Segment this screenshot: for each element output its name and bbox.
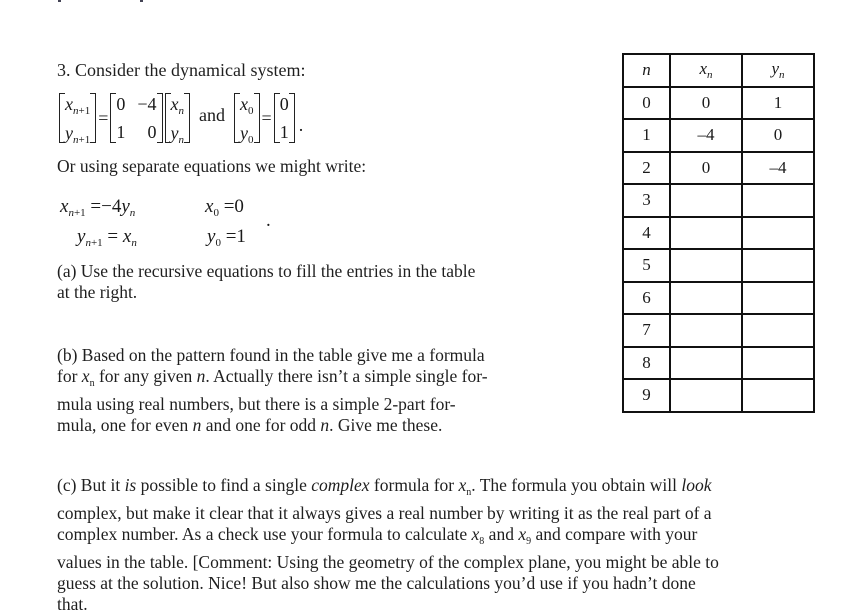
matrix-a11: 0 (116, 94, 126, 114)
cell-n: 7 (623, 314, 670, 347)
header-n: n (623, 54, 670, 87)
initial-x0: 0 (279, 94, 289, 114)
cell-x[interactable] (670, 217, 742, 250)
table-row (623, 217, 814, 250)
crop-artifact-mark (140, 0, 143, 2)
period: . (298, 114, 304, 135)
table-row (623, 282, 814, 315)
equals-sign: = (261, 107, 272, 128)
matrix-a21: 1 (116, 122, 126, 142)
table-row (623, 249, 814, 282)
equation-y-recurrence: $y_{n+1} = x_n$ (77, 226, 137, 249)
problem-title: 3. Consider the dynamical system: (57, 60, 306, 80)
cell-y[interactable]: 1 (742, 87, 814, 120)
cell-x[interactable]: 0 (670, 87, 742, 120)
header-xn: $x_n$ (670, 54, 742, 87)
part-c-text: (c) But it is possible to find a single complex formula for $x_n$. The formula you obtain will look complex, but make it clear that it always gives a real number by writing it as the real part of a complex number. As a check use your formula to calculate $x_8$ and $x_9$ and compare with your values in the table. [Comment: Using the geometry of the complex plane, you might be able to guess at the solution. Nice! But also show me the calculations you’d use if you hadn’t done that. (57, 475, 719, 614)
table-row (623, 87, 814, 120)
initial-values-vector (274, 93, 295, 143)
cell-y[interactable] (742, 282, 814, 315)
values-table (622, 53, 815, 413)
cell-x[interactable] (670, 379, 742, 412)
period: . (266, 210, 271, 231)
initial-x0-equation: $x_0 =0$ (205, 196, 244, 219)
cell-n: 4 (623, 217, 670, 250)
cell-y[interactable]: –4 (742, 152, 814, 185)
equals-sign: = (98, 107, 109, 128)
cell-y[interactable] (742, 379, 814, 412)
part-b-text: (b) Based on the pattern found in the table give me a formula for $x_n$ for any given n. Actually there isn’t a simple single for- mula using real numbers, but there is a simple 2-part for- mula, one for even n and one for odd n. Give me these. (57, 345, 488, 435)
cell-y[interactable] (742, 184, 814, 217)
cell-x[interactable] (670, 184, 742, 217)
lhs-vector: $x_{n+1}$ $y_{n+1}$ (59, 93, 96, 143)
matrix-equation (58, 90, 303, 146)
cell-y[interactable] (742, 217, 814, 250)
cell-x[interactable]: 0 (670, 152, 742, 185)
cell-y[interactable] (742, 249, 814, 282)
separate-equations-intro: Or using separate equations we might write: (57, 156, 367, 176)
cell-x[interactable] (670, 314, 742, 347)
cell-x[interactable] (670, 282, 742, 315)
cell-n: 5 (623, 249, 670, 282)
table-row (623, 379, 814, 412)
coefficient-matrix (110, 93, 162, 143)
cell-x[interactable] (670, 347, 742, 380)
matrix-a22: 0 (147, 122, 157, 142)
cell-n: 2 (623, 152, 670, 185)
equation-x-recurrence: $x_{n+1} =-4y_n$ (60, 196, 136, 219)
table-row (623, 314, 814, 347)
initial-y0: 1 (279, 122, 289, 142)
table-row (623, 152, 814, 185)
cell-y[interactable] (742, 347, 814, 380)
cell-n: 0 (623, 87, 670, 120)
cell-n: 9 (623, 379, 670, 412)
table-row (623, 184, 814, 217)
cell-x[interactable]: –4 (670, 119, 742, 152)
state-vector: $x_n$ $y_n$ (165, 93, 191, 143)
cell-n: 1 (623, 119, 670, 152)
and-connector: and (199, 104, 226, 125)
initial-vector: $x_0$ $y_0$ (234, 93, 260, 143)
part-a-text: (a) Use the recursive equations to fill the entries in the table at the right. (57, 261, 476, 302)
header-yn: $y_n$ (742, 54, 814, 87)
cell-n: 3 (623, 184, 670, 217)
table-row (623, 347, 814, 380)
table-row (623, 119, 814, 152)
cell-y[interactable]: 0 (742, 119, 814, 152)
cell-x[interactable] (670, 249, 742, 282)
crop-artifact-mark (58, 0, 61, 2)
cell-n: 8 (623, 347, 670, 380)
initial-y0-equation: $y_0 =1$ (207, 226, 246, 249)
matrix-a12: −4 (137, 94, 157, 114)
cell-n: 6 (623, 282, 670, 315)
cell-y[interactable] (742, 314, 814, 347)
table-header-row (623, 54, 814, 87)
